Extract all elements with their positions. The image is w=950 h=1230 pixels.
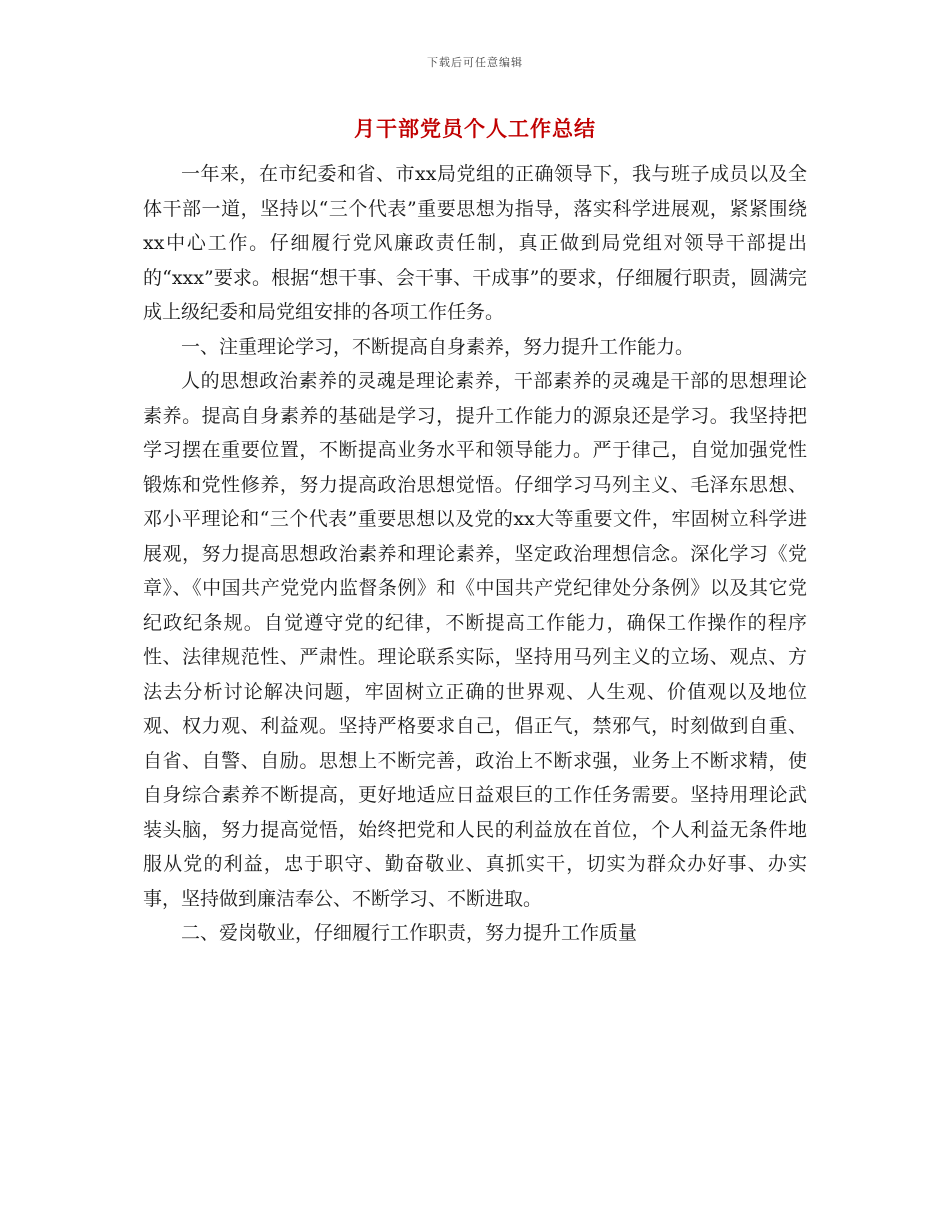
- section-1-paragraph: 人的思想政治素养的灵魂是理论素养，干部素养的灵魂是干部的思想理论素养。提高自身素养的基础是学习，提升工作能力的源泉还是学习。我坚持把学习摆在重要位置，不断提高业务水平和领导能力。严于律己，自觉加强党性锻炼和党性修养，努力提高政治思想觉悟。仔细学习马列主义、毛泽东思想、邓小平理论和“三个代表”重要思想以及党的xx大等重要文件，牢固树立科学进展观，努力提高思想政治素养和理论素养，坚定政治理想信念。深化学习《党章》、《中国共产党党内监督条例》和《中国共产党纪律处分条例》以及其它党纪政纪条规。自觉遵守党的纪律，不断提高工作能力，确保工作操作的程序性、法律规范性、严肃性。理论联系实际，坚持用马列主义的立场、观点、方法去分析讨论解决问题，牢固树立正确的世界观、人生观、价值观以及地位观、权力观、利益观。坚持严格要求自己，倡正气，禁邪气，时刻做到自重、自省、自警、自励。思想上不断完善，政治上不断求强，业务上不断求精，使自身综合素养不断提高，更好地适应日益艰巨的工作任务需要。坚持用理论武装头脑，努力提高觉悟，始终把党和人民的利益放在首位，个人利益无条件地服从党的利益，忠于职守、勤奋敬业、真抓实干，切实为群众办好事、办实事，坚持做到廉洁奉公、不断学习、不断进取。: [143, 370, 807, 910]
- section-heading-2: 二、爱岗敬业，仔细履行工作职责，努力提升工作质量: [181, 922, 638, 944]
- document-body: [143, 157, 807, 951]
- header-note: 下载后可任意编辑: [427, 56, 523, 69]
- section-heading-1: 一、注重理论学习，不断提高自身素养，努力提升工作能力。: [181, 335, 695, 358]
- page-title: 月干部党员个人工作总结: [354, 117, 596, 141]
- intro-paragraph: 一年来，在市纪委和省、市xx局党组的正确领导下，我与班子成员以及全体干部一道，坚持以“三个代表”重要思想为指导，落实科学进展观，紧紧围绕xx中心工作。仔细履行党风廉政责任制，真正做到局党组对领导干部提出的“xxx”要求。根据“想干事、会干事、干成事”的要求，仔细履行职责，圆满完成上级纪委和局党组安排的各项工作任务。: [143, 163, 807, 323]
